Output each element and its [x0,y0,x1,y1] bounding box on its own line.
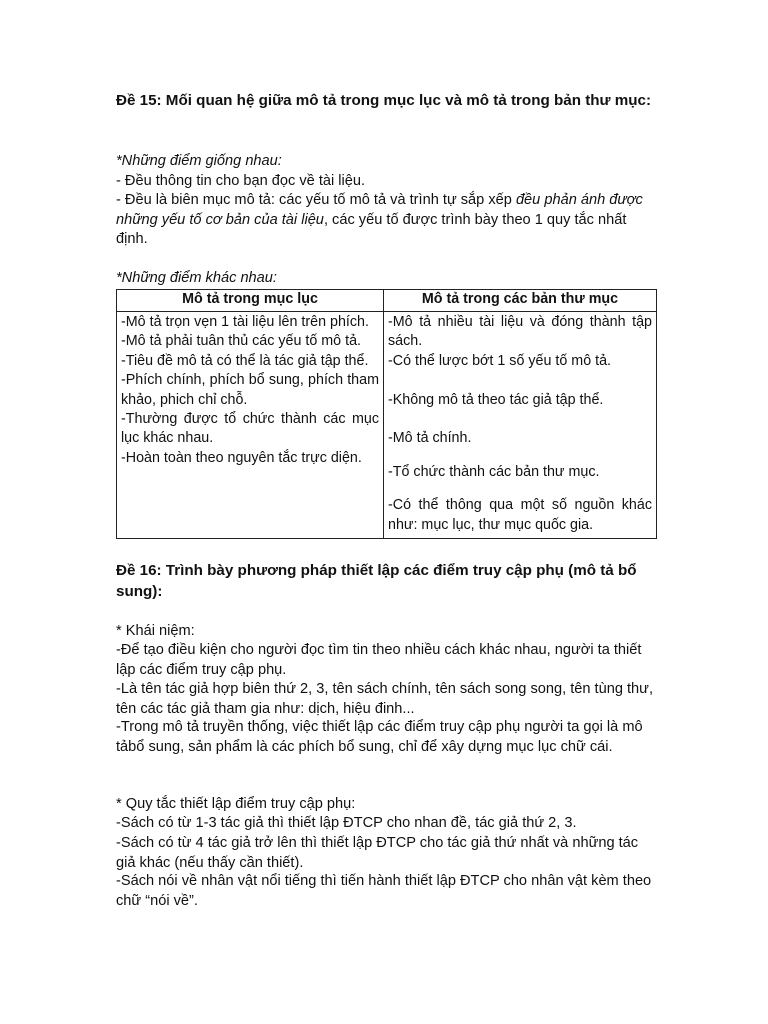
comparison-table [116,289,657,539]
differences-heading: *Những điểm khác nhau: [116,270,277,286]
list-item: -Mô tả phải tuân thủ các yếu tố mô tả. [121,333,362,350]
list-item: -Phích chính, phích bổ sung, phích tham khảo, phich chỉ chỗ. [121,372,379,408]
concept-heading: * Khái niệm: [116,623,195,639]
list-item: -Hoàn toàn theo nguyên tắc trực diện. [121,449,362,466]
section-15-title: Đề 15: Mối quan hệ giữa mô tả trong mục lục và mô tả trong bản thư mục: [116,92,652,109]
catalog-column-cell [117,312,384,539]
similarity-item-2-text: - Đều là biên mục mô tả: các yếu tố mô tả và trình tự sắp xếp [116,192,516,208]
similarity-item-2-rest: , các yếu tố được trình bày theo 1 quy tắc nhất định. [116,211,627,248]
list-item: -Mô tả trọn vẹn 1 tài liệu lên trên phích. [121,314,369,330]
rule-item-2: -Sách có từ 4 tác giả trở lên thì thiết lập ĐTCP cho tác giả thứ nhất và những tác giả khác (nếu thấy cần thiết). [116,835,639,871]
similarity-item-2 [116,191,656,250]
list-item: -Thường được tổ chức thành các mục lục khác nhau. [121,411,379,447]
concept-item-2: -Là tên tác giả hợp biên thứ 2, 3, tên sách chính, tên sách song song, tên tùng thư, tên các tác giả tham gia như: dịch, hiệu đinh... [116,681,653,717]
table-header-catalog: Mô tả trong mục lục [117,290,384,312]
list-item: -Có thể thông qua một số nguồn khác như: mục lục, thư mục quốc gia. [388,497,652,533]
list-item: -Tiêu đề mô tả có thể là tác giả tập thể. [121,352,369,369]
similarity-item-2-emphasis: đều phản ánh được những yếu tố cơ bản của tài liệu [116,192,643,228]
rules-heading: * Quy tắc thiết lập điểm truy cập phụ: [116,796,356,812]
list-item: -Tổ chức thành các bản thư mục. [388,463,600,480]
section-16-title: Đề 16: Trình bày phương pháp thiết lập các điểm truy cập phụ (mô tả bổ sung): [116,562,637,600]
concept-item-3: -Trong mô tả truyền thống, việc thiết lập các điểm truy cập phụ người ta gọi là mô tảbổ sung, sản phẩm là các phích bổ sung, chỉ để xây dựng mục lục chữ cái. [116,719,643,755]
table-header-bibliography: Mô tả trong các bản thư mục [384,290,657,312]
list-item: -Mô tả chính. [388,430,472,447]
list-item: -Có thể lược bớt 1 số yếu tố mô tả. [388,352,612,369]
rule-item-1: -Sách có từ 1-3 tác giả thì thiết lập ĐTCP cho nhan đề, tác giả thứ 2, 3. [116,815,577,831]
list-item: -Mô tả nhiều tài liệu và đóng thành tập sách. [388,314,652,350]
similarities-heading: *Những điểm giống nhau: [116,153,282,169]
concept-item-1: -Để tạo điều kiện cho người đọc tìm tin theo nhiều cách khác nhau, người ta thiết lập các điểm truy cập phụ. [116,642,642,678]
rule-item-3: -Sách nói về nhân vật nổi tiếng thì tiến hành thiết lập ĐTCP cho nhân vật kèm theo chữ “nói về”. [116,873,652,909]
bibliography-column-cell [384,312,657,539]
similarity-item-1: - Đều thông tin cho bạn đọc về tài liệu. [116,173,366,189]
table-row [117,312,657,539]
table-header-row [117,290,657,312]
list-item: -Không mô tả theo tác giả tập thể. [388,391,604,408]
